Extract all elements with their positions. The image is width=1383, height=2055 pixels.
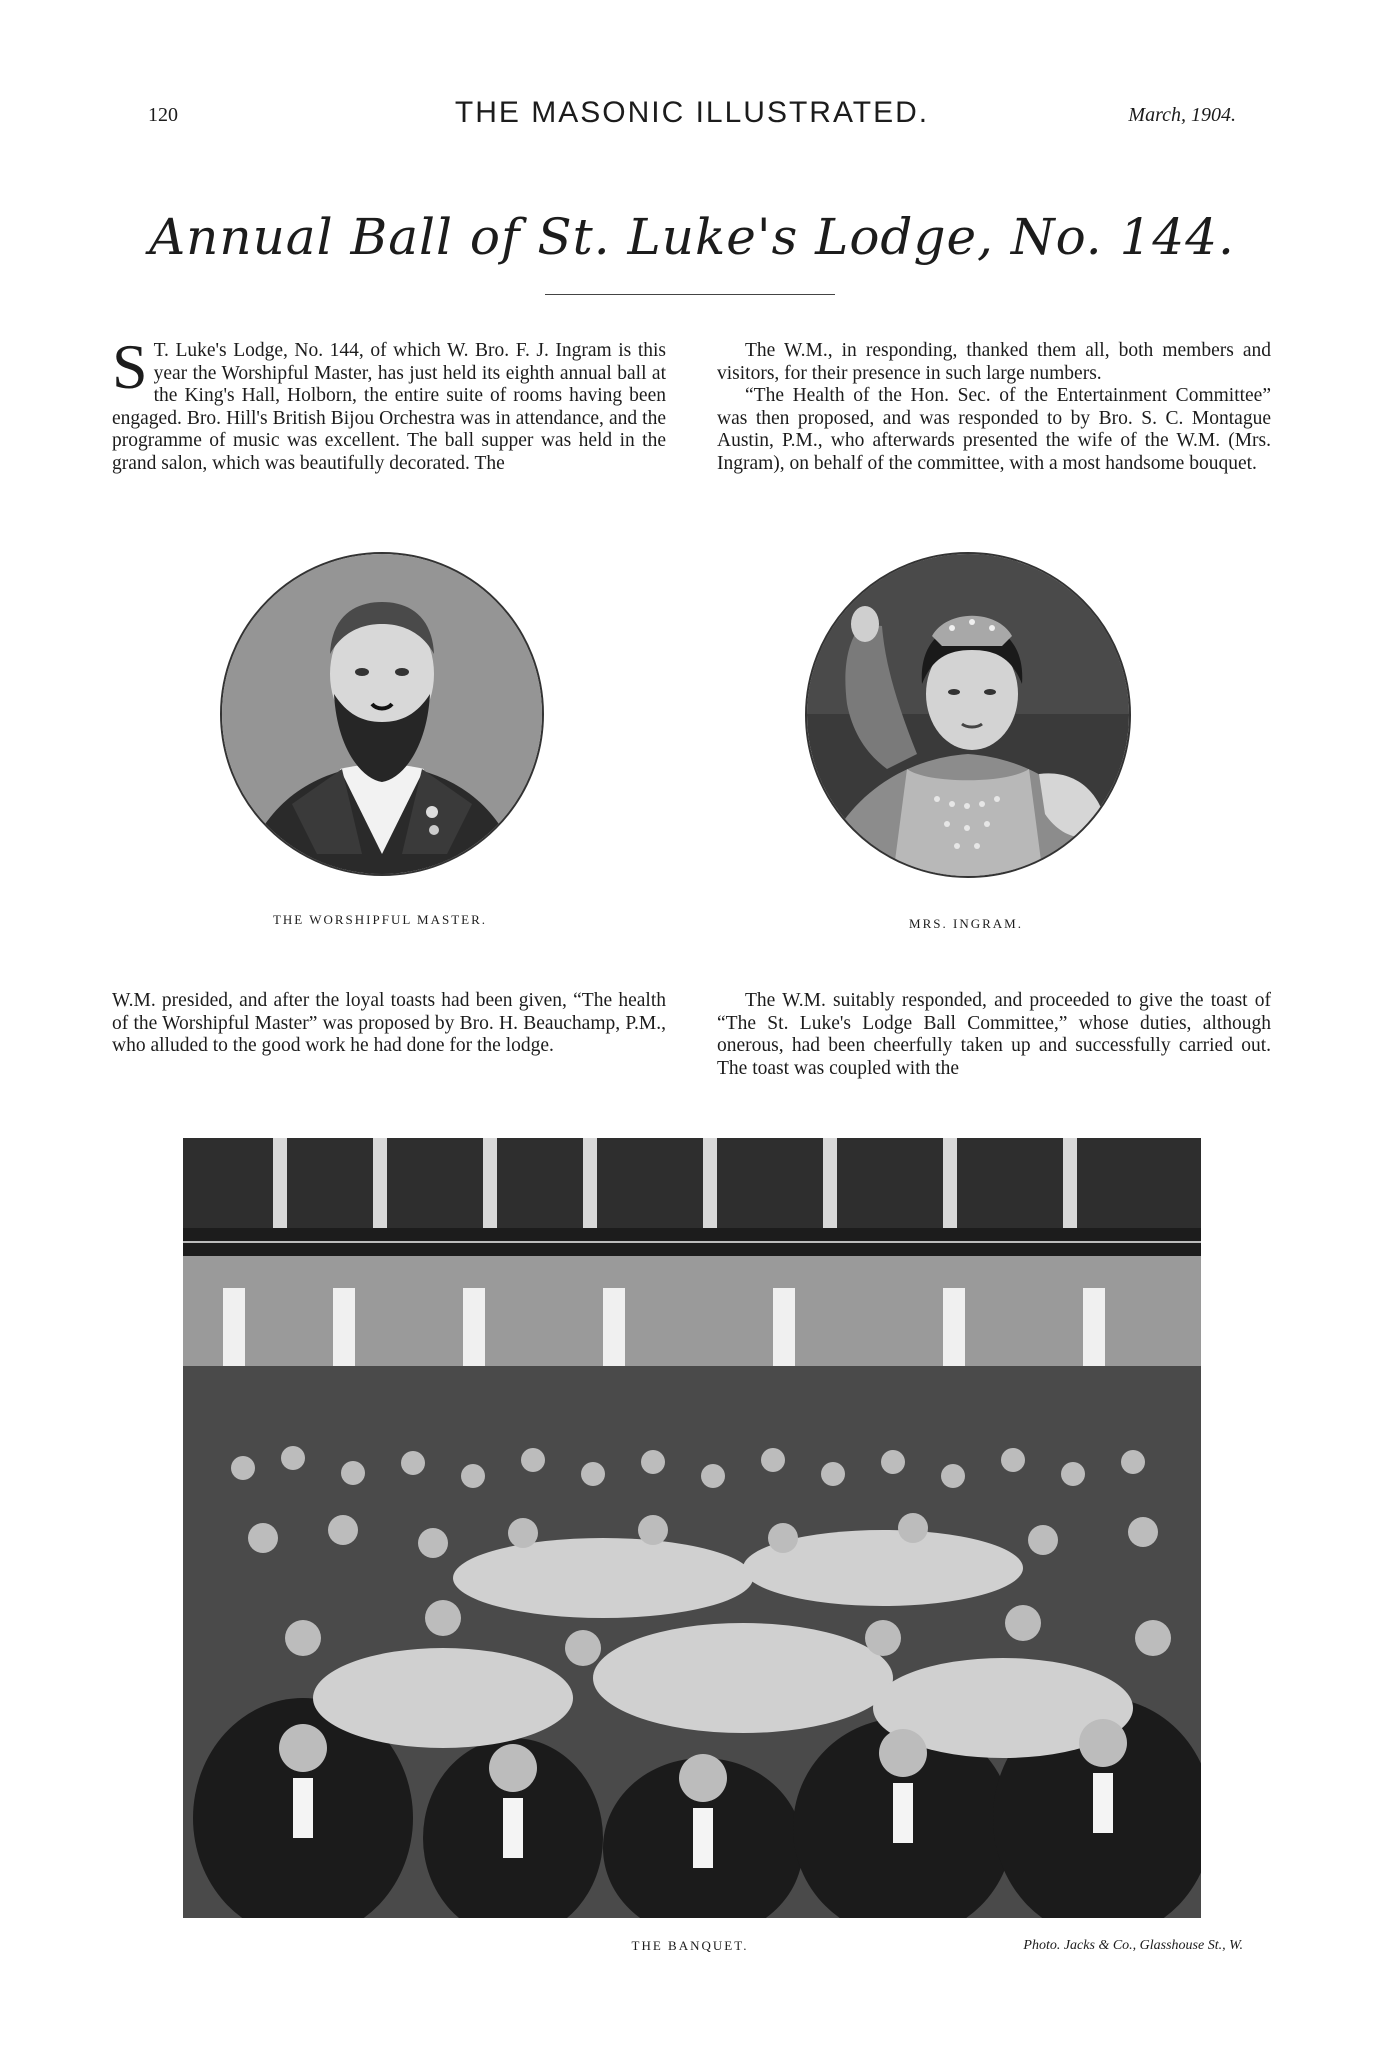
opening-paragraph-text: T. Luke's Lodge, No. 144, of which W. Bro. F. J. Ingram is this year the Worshipful Master, has just held its eighth annual ball at the King's Hall, Holborn, the entire suite of rooms having been engaged. Bro. Hill's British Bijou Orchestra was in attendance, and the programme of music was excellent. The ball supper was held in the grand salon, which was beautifully decorated. The <box>112 340 666 474</box>
portrait-worshipful-master <box>220 552 544 876</box>
paragraph-committee-toast: The W.M. suitably responded, and proceeded to give the toast of “The St. Luke's Lodge Ball Committee,” whose duties, although onerous, had been cheerfully taken up and successfully carried out. The toast was coupled with the <box>717 990 1271 1079</box>
issue-date: March, 1904. <box>1128 104 1236 126</box>
article-column-left-mid <box>112 990 666 1058</box>
opening-paragraph <box>112 331 666 475</box>
article-column-right-top <box>717 340 1271 475</box>
article-title: Annual Ball of St. Luke's Lodge, No. 144. <box>149 208 1235 266</box>
portrait-mrs-ingram-image <box>807 554 1129 876</box>
paragraph-hon-sec-toast: “The Health of the Hon. Sec. of the Entertainment Committee” was then proposed, and was responded to by Bro. S. C. Montague Austin, P.M., who afterwards presented the wife of the W.M. (Mrs. Ingram), on behalf of the committee, with a most handsome bouquet. <box>717 385 1271 474</box>
portrait-mrs-ingram <box>805 552 1131 878</box>
journal-title: THE MASONIC ILLUSTRATED. <box>454 96 930 129</box>
photo-credit: Photo. Jacks & Co., Glasshouse St., W. <box>1023 1938 1243 1953</box>
drop-cap: S <box>112 331 148 402</box>
portrait-worshipful-master-image <box>222 554 542 874</box>
article-column-right-mid <box>717 990 1271 1080</box>
banquet-photograph-image <box>183 1138 1201 1918</box>
caption-mrs-ingram: MRS. INGRAM. <box>909 916 1023 931</box>
paragraph-wm-response: The W.M., in responding, thanked them all, both members and visitors, for their presence in such large numbers. <box>717 340 1271 384</box>
title-rule <box>545 294 835 295</box>
banquet-photograph <box>183 1138 1201 1918</box>
page-number: 120 <box>148 104 178 126</box>
caption-worshipful-master: THE WORSHIPFUL MASTER. <box>272 912 488 927</box>
caption-banquet: THE BANQUET. <box>631 1938 749 1953</box>
running-head <box>148 96 1236 136</box>
paragraph-toasts: W.M. presided, and after the loyal toasts had been given, “The health of the Worshipful Master” was proposed by Bro. H. Beauchamp, P.M., who alluded to the good work he had done for the lodge. <box>112 990 666 1056</box>
article-column-left-top <box>112 331 666 475</box>
